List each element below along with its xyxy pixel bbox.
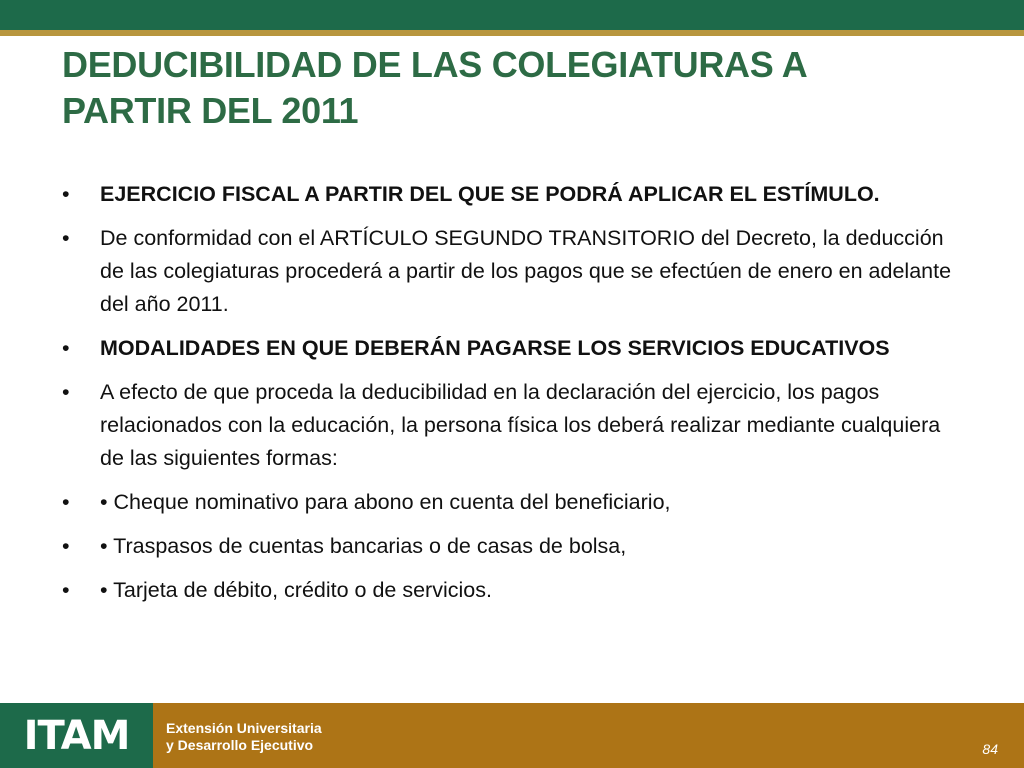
itam-logo <box>0 703 153 768</box>
bullet-marker: • <box>62 380 70 404</box>
bullet-text: A efecto de que proceda la deducibilidad en la declaración del ejercicio, los pagos relacionados con la educación, la persona física los deberá realizar mediante cualquiera de las siguientes formas: <box>100 380 941 470</box>
top-banner <box>0 0 1024 30</box>
bullet-marker: • <box>62 182 70 206</box>
bullet-text: • Traspasos de cuentas bancarias o de casas de bolsa, <box>100 534 627 558</box>
bullet-marker: • <box>62 490 70 514</box>
slide-number: 84 <box>982 741 998 757</box>
bullet-item <box>62 574 962 607</box>
bullet-text: • Tarjeta de débito, crédito o de servicios. <box>100 578 492 602</box>
footer-bar <box>0 703 1024 768</box>
title-line-1: DEDUCIBILIDAD DE LAS COLEGIATURAS A <box>62 44 808 85</box>
footer-subtitle-line-1: Extensión Universitaria <box>166 720 322 736</box>
top-accent-line <box>0 30 1024 36</box>
bullet-text: De conformidad con el ARTÍCULO SEGUNDO TRANSITORIO del Decreto, la deducción de las colegiaturas procederá a partir de los pagos que se efectúen de enero en adelante del año 2011. <box>100 226 952 316</box>
bullet-item <box>62 332 962 365</box>
slide-title <box>62 42 982 134</box>
bullet-text: • Cheque nominativo para abono en cuenta del beneficiario, <box>100 490 671 514</box>
bullet-marker: • <box>62 226 70 250</box>
footer-subtitle <box>166 720 322 754</box>
footer-subtitle-line-2: y Desarrollo Ejecutivo <box>166 737 314 753</box>
bullet-text: MODALIDADES EN QUE DEBERÁN PAGARSE LOS SERVICIOS EDUCATIVOS <box>100 336 890 360</box>
bullet-text: EJERCICIO FISCAL A PARTIR DEL QUE SE PODRÁ APLICAR EL ESTÍMULO. <box>100 182 880 206</box>
bullet-item <box>62 530 962 563</box>
bullet-list <box>62 178 962 618</box>
title-line-2: PARTIR DEL 2011 <box>62 90 359 131</box>
bullet-marker: • <box>62 534 70 558</box>
bullet-item <box>62 376 962 475</box>
bullet-item <box>62 178 962 211</box>
bullet-item <box>62 222 962 321</box>
logo-text: ITAM <box>23 712 130 759</box>
bullet-marker: • <box>62 578 70 602</box>
bullet-marker: • <box>62 336 70 360</box>
bullet-item <box>62 486 962 519</box>
